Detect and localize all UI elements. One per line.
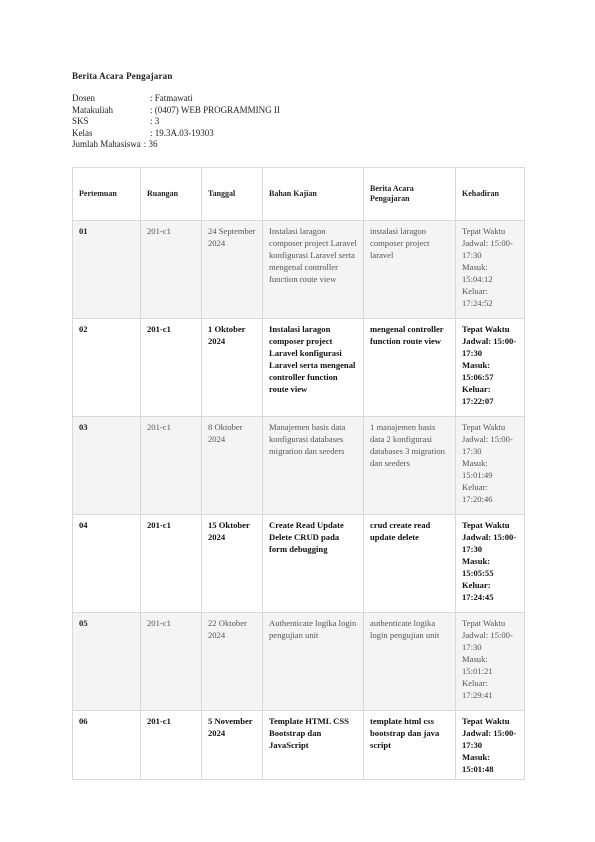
info-label: Kelas xyxy=(72,127,93,138)
cell-tanggal: 8 Oktober 2024 xyxy=(202,417,263,515)
attendance-table-wrapper xyxy=(72,167,524,780)
attendance-in: Masuk: 15:01:21 xyxy=(462,654,493,676)
attendance-schedule: Jadwal: 15:00-17:30 xyxy=(462,336,517,358)
table-row xyxy=(73,711,525,780)
cell-berita-acara: 1 manajemen basis data 2 konfigurasi databases 3 migration dan seeders xyxy=(364,417,456,515)
attendance-in: Masuk: 15:01:48 xyxy=(462,752,494,774)
cell-ruangan: 201-c1 xyxy=(141,613,202,711)
cell-tanggal: 15 Oktober 2024 xyxy=(202,515,263,613)
attendance-status: Tepat Waktu xyxy=(462,324,510,334)
cell-ruangan: 201-c1 xyxy=(141,417,202,515)
cell-bahan-kajian: Authenticate logika login pengujian unit xyxy=(263,613,364,711)
attendance-out: Keluar: 17:24:45 xyxy=(462,580,494,602)
course-info xyxy=(72,93,280,151)
header-bahan-kajian: Bahan Kajian xyxy=(263,168,364,221)
info-label: Jumlah Mahasiswa xyxy=(72,139,141,150)
table-header-row xyxy=(73,168,525,221)
attendance-in: Masuk: 15:01:49 xyxy=(462,458,493,480)
cell-kehadiran xyxy=(456,319,525,417)
cell-bahan-kajian: Manajemen basis data konfigurasi databases migration dan seeders xyxy=(263,417,364,515)
attendance-schedule: Jadwal: 15:00-17:30 xyxy=(462,728,517,750)
attendance-in: Masuk: 15:04:12 xyxy=(462,262,493,284)
cell-kehadiran xyxy=(456,711,525,780)
info-row-kelas xyxy=(72,128,280,140)
header-kehadiran: Kehadiran xyxy=(456,168,525,221)
info-row-dosen xyxy=(72,93,280,105)
cell-ruangan: 201-c1 xyxy=(141,319,202,417)
cell-ruangan: 201-c1 xyxy=(141,515,202,613)
cell-bahan-kajian: Create Read Update Delete CRUD pada form debugging xyxy=(263,515,364,613)
cell-kehadiran xyxy=(456,417,525,515)
header-pertemuan: Pertemuan xyxy=(73,168,141,221)
info-label: Dosen xyxy=(72,93,95,103)
attendance-in: Masuk: 15:05:55 xyxy=(462,556,494,578)
cell-pertemuan: 03 xyxy=(73,417,141,515)
table-row xyxy=(73,515,525,613)
attendance-in: Masuk: 15:06:57 xyxy=(462,360,494,382)
attendance-out: Keluar: 17:24:52 xyxy=(462,286,493,308)
attendance-out: Keluar: 17:20:46 xyxy=(462,482,493,504)
cell-berita-acara: instalasi laragon composer project laravel xyxy=(364,221,456,319)
cell-tanggal: 5 November 2024 xyxy=(202,711,263,780)
info-value: : 36 xyxy=(143,139,158,150)
cell-kehadiran xyxy=(456,221,525,319)
cell-pertemuan: 04 xyxy=(73,515,141,613)
attendance-table xyxy=(72,167,525,780)
info-row-sks xyxy=(72,116,280,128)
cell-kehadiran xyxy=(456,613,525,711)
cell-kehadiran xyxy=(456,515,525,613)
cell-pertemuan: 05 xyxy=(73,613,141,711)
attendance-schedule: Jadwal: 15:00-17:30 xyxy=(462,434,513,456)
table-row xyxy=(73,417,525,515)
cell-pertemuan: 02 xyxy=(73,319,141,417)
info-value: : (0407) WEB PROGRAMMING II xyxy=(150,104,280,115)
table-row xyxy=(73,613,525,711)
info-value: : 3 xyxy=(150,116,160,127)
attendance-status: Tepat Waktu xyxy=(462,716,510,726)
cell-pertemuan: 06 xyxy=(73,711,141,780)
info-label: SKS xyxy=(72,116,89,127)
cell-tanggal: 1 Oktober 2024 xyxy=(202,319,263,417)
cell-pertemuan: 01 xyxy=(73,221,141,319)
cell-berita-acara: mengenal controller function route view xyxy=(364,319,456,417)
document-title: Berita Acara Pengajaran xyxy=(72,71,173,81)
cell-bahan-kajian: Instalasi laragon composer project Laravel konfigurasi Laravel serta mengenal controller function route view xyxy=(263,221,364,319)
attendance-schedule: Jadwal: 15:00-17:30 xyxy=(462,630,513,652)
info-label: Matakuliah xyxy=(72,104,113,115)
cell-tanggal: 24 September 2024 xyxy=(202,221,263,319)
table-row xyxy=(73,319,525,417)
attendance-out: Keluar: 17:22:07 xyxy=(462,384,494,406)
cell-tanggal: 22 Oktober 2024 xyxy=(202,613,263,711)
table-row xyxy=(73,221,525,319)
header-berita-acara: Berita Acara Pengajaran xyxy=(364,168,456,221)
cell-ruangan: 201-c1 xyxy=(141,221,202,319)
info-value: : Fatmawati xyxy=(150,93,193,103)
info-value: : 19.3A.03-19303 xyxy=(150,127,214,138)
attendance-status: Tepat Waktu xyxy=(462,618,506,628)
attendance-schedule: Jadwal: 15:00-17:30 xyxy=(462,238,513,260)
attendance-status: Tepat Waktu xyxy=(462,422,506,432)
cell-berita-acara: authenticate logika login pengujian unit xyxy=(364,613,456,711)
cell-bahan-kajian: Instalasi laragon composer project Laravel konfigurasi Laravel serta mengenal controller function route view xyxy=(263,319,364,417)
info-row-matakuliah xyxy=(72,105,280,117)
cell-berita-acara: crud create read update delete xyxy=(364,515,456,613)
cell-bahan-kajian: Template HTML CSS Bootstrap dan JavaScript xyxy=(263,711,364,780)
attendance-schedule: Jadwal: 15:00-17:30 xyxy=(462,532,517,554)
header-ruangan: Ruangan xyxy=(141,168,202,221)
header-tanggal: Tanggal xyxy=(202,168,263,221)
attendance-status: Tepat Waktu xyxy=(462,520,510,530)
cell-berita-acara: template html css bootstrap dan java script xyxy=(364,711,456,780)
info-row-jumlah xyxy=(72,139,280,151)
attendance-out: Keluar: 17:29:41 xyxy=(462,678,493,700)
attendance-status: Tepat Waktu xyxy=(462,226,506,236)
cell-ruangan: 201-c1 xyxy=(141,711,202,780)
